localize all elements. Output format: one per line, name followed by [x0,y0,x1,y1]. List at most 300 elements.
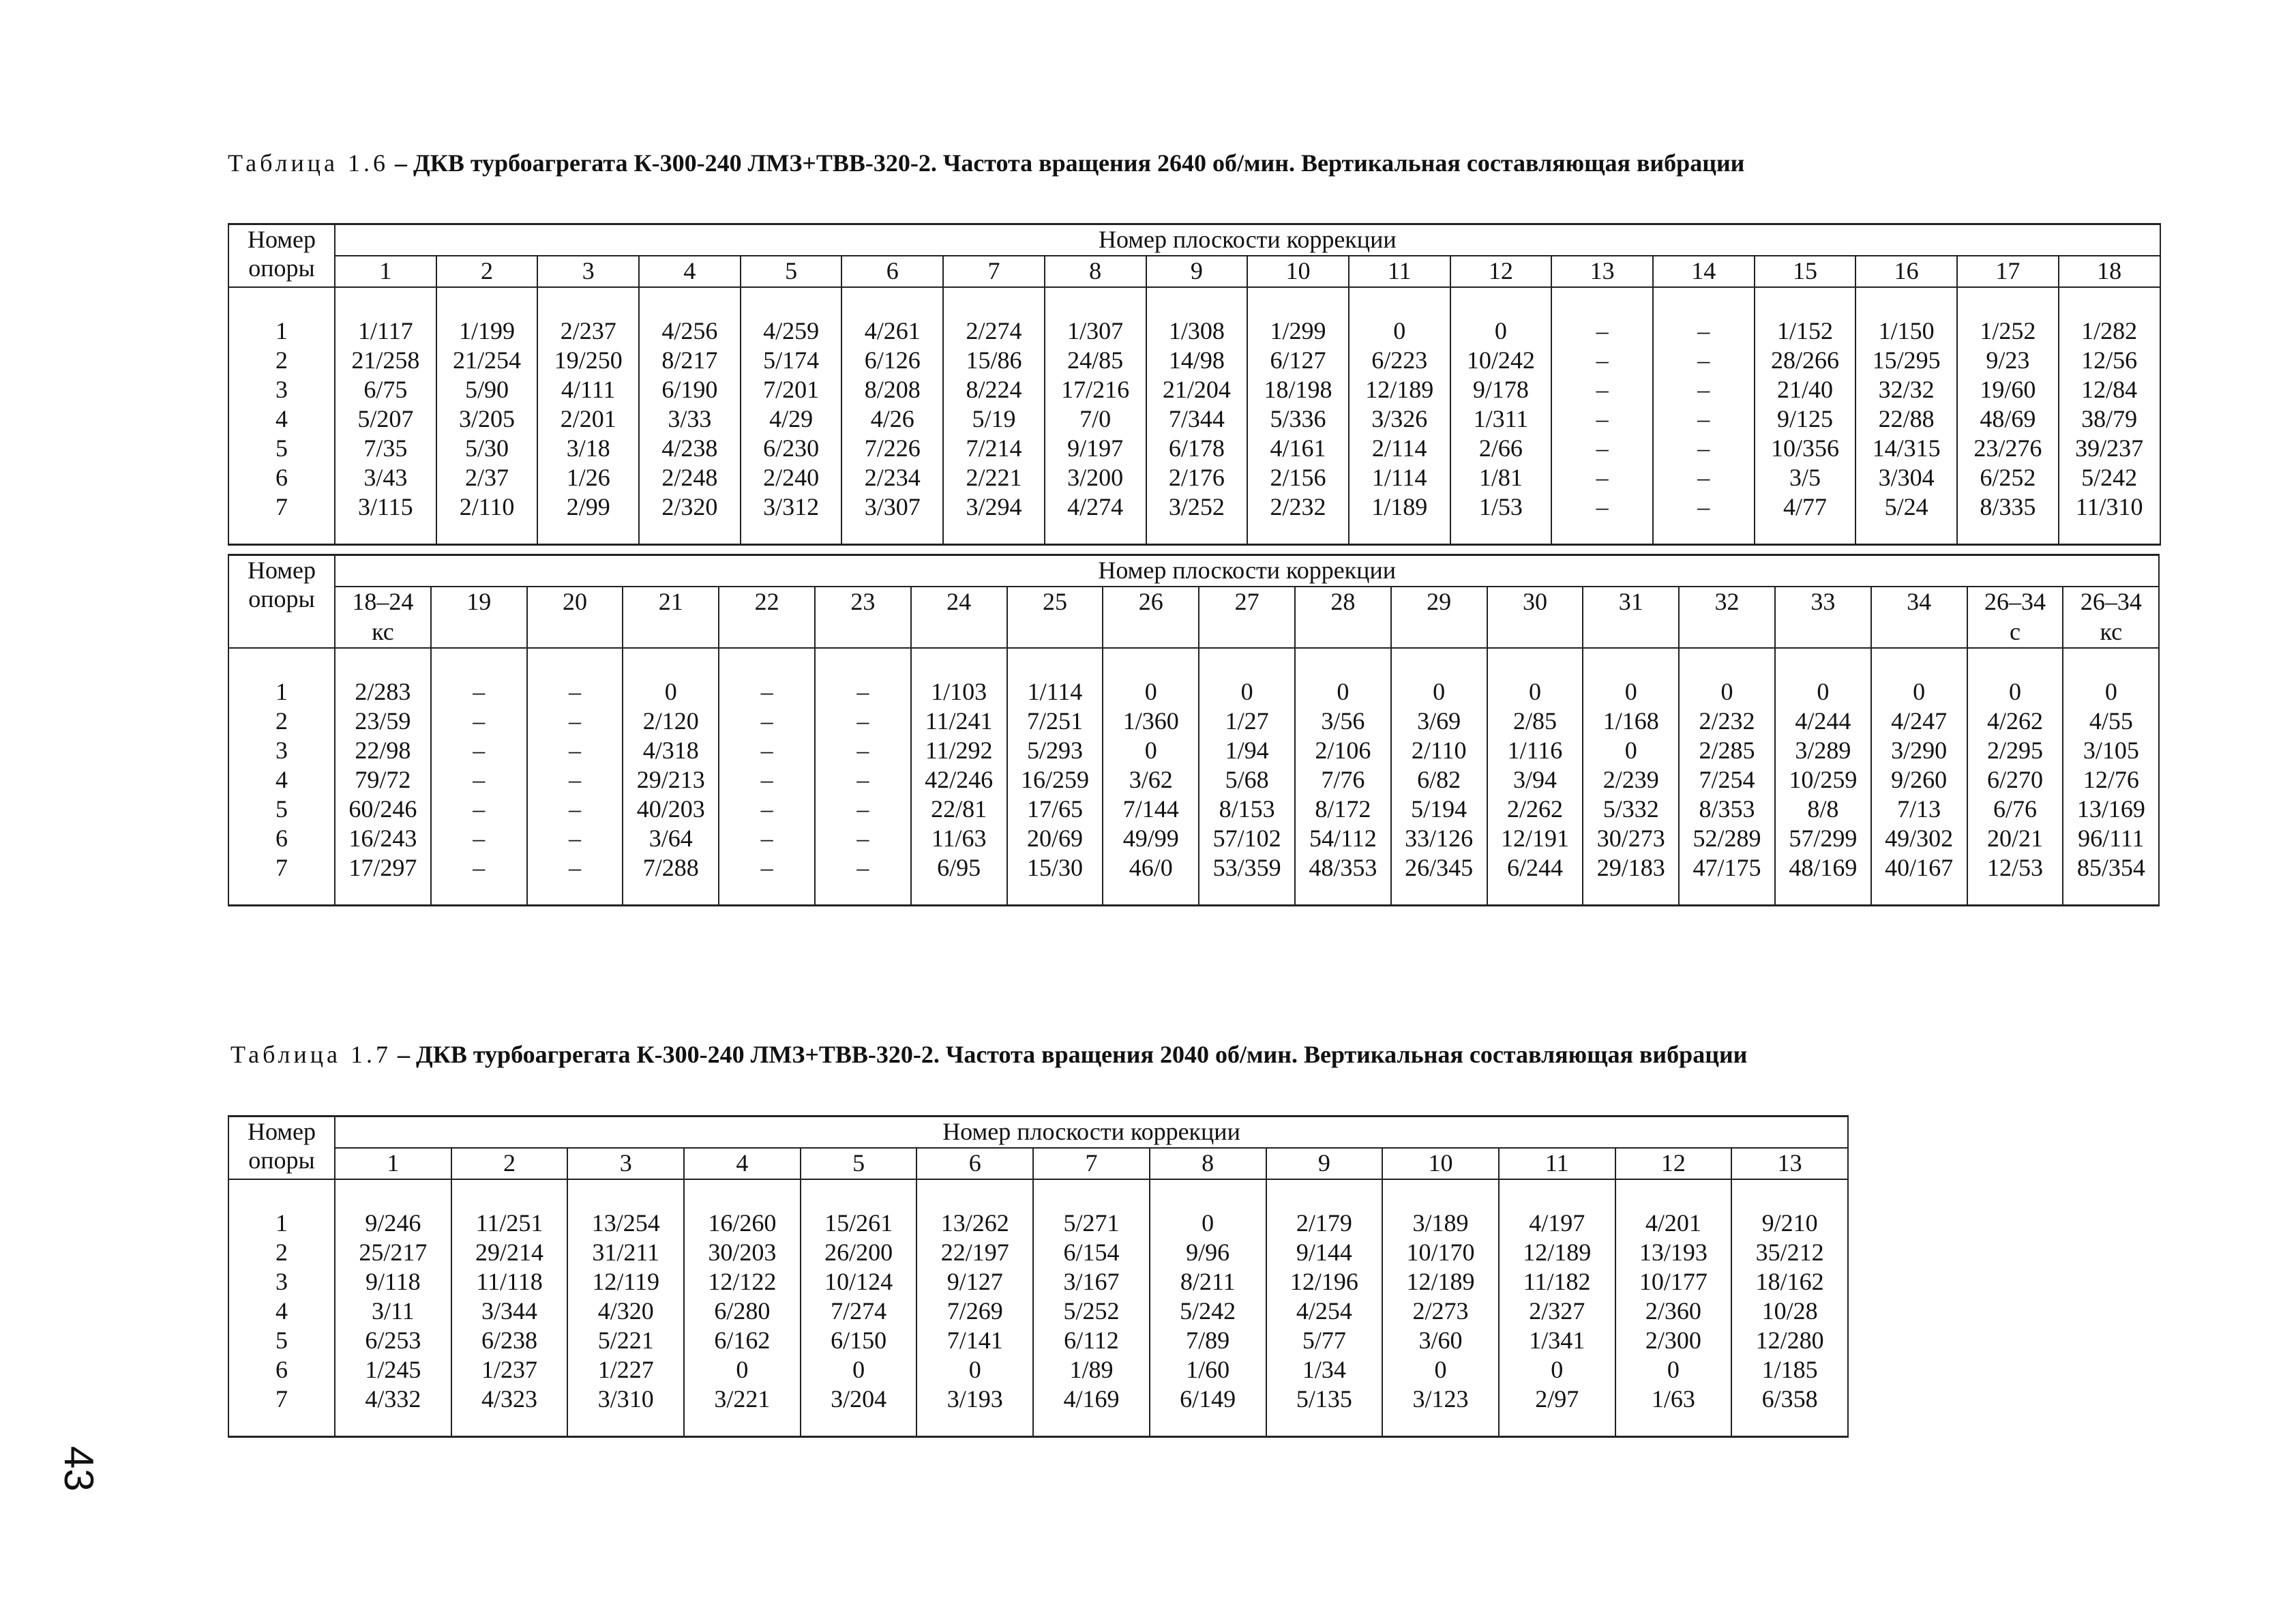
table-cell: 25/217 [335,1238,451,1267]
table-cell: 6/230 [741,434,842,463]
spacer-cell [1679,883,1775,906]
table-cell: 0 [1871,677,1967,707]
table-cell: 5/194 [1391,795,1487,824]
table-cell: 2/201 [537,404,639,434]
column-header: 1 [335,1148,451,1179]
spacer-cell [451,1179,568,1209]
support-number: 3 [228,1267,335,1297]
table-cell: 11/251 [451,1209,568,1238]
table-cell: 3/193 [916,1385,1033,1414]
spacer-cell [943,522,1045,545]
table-cell: 1/26 [537,463,639,492]
column-header: 26–34 [1967,587,2063,617]
column-header: 32 [1679,587,1775,617]
table-cell: 15/261 [801,1209,917,1238]
table-cell: 9/260 [1871,765,1967,795]
table-cell: 40/167 [1871,853,1967,883]
table-cell: – [527,677,623,707]
table-row [228,404,2160,434]
table-cell: 7/254 [1679,765,1775,795]
spacer-cell [1033,1414,1150,1437]
spacer-cell [1551,522,1653,545]
support-number: 1 [228,677,335,707]
column-header: 4 [684,1148,801,1179]
table-cell: – [719,824,815,853]
spacer-cell [1967,883,2063,906]
table-cell: – [527,824,623,853]
spacer-cell [1551,287,1653,316]
column-suffix-row [228,617,2159,648]
spacer-cell [1450,287,1552,316]
table-cell: 13/262 [916,1209,1033,1238]
spacer-cell [1199,883,1295,906]
table-cell: 2/234 [841,463,943,492]
table-cell: 32/32 [1855,375,1957,404]
table-cell: 22/98 [335,736,431,765]
table-cell: 3/304 [1855,463,1957,492]
table-cell: 7/214 [943,434,1045,463]
table-cell: 2/232 [1679,707,1775,736]
table-cell: 7/269 [916,1297,1033,1326]
table-cell: – [1653,346,1755,375]
spacer-cell [1146,522,1248,545]
column-header: 29 [1391,587,1487,617]
table-cell: 1/117 [335,316,436,346]
column-header: 7 [1033,1148,1150,1179]
spacer-cell [1295,883,1391,906]
spacer-cell [2059,287,2160,316]
table-cell: 1/60 [1150,1355,1266,1385]
spacer-cell [815,883,911,906]
table-cell: 30/273 [1583,824,1679,853]
spacer-cell [1045,522,1146,545]
spacer-row [228,883,2159,906]
table-cell: 26/345 [1391,853,1487,883]
table-cell: 6/244 [1487,853,1583,883]
table-cell: 2/285 [1679,736,1775,765]
column-header: 16 [1855,256,1957,287]
table-cell: – [719,707,815,736]
table-cell: 29/213 [623,765,719,795]
table-cell: 2/273 [1382,1297,1499,1326]
table-cell: 1/114 [1349,463,1450,492]
table-cell: 12/189 [1499,1238,1615,1267]
table-row [228,1355,1848,1385]
table-row [228,1209,1848,1238]
table-cell: 4/169 [1033,1385,1150,1414]
spacer-cell [1382,1414,1499,1437]
table-cell: 4/26 [841,404,943,434]
table-cell: 29/214 [451,1238,568,1267]
header-row [228,224,2160,256]
support-number: 5 [228,795,335,824]
table-cell: – [431,824,527,853]
spacer-cell [1487,883,1583,906]
spacer-cell [1266,1179,1383,1209]
column-header: 33 [1775,587,1871,617]
table-cell: 4/256 [639,316,741,346]
table-cell: – [815,677,911,707]
table-cell: 10/242 [1450,346,1552,375]
table-cell: 16/260 [684,1209,801,1238]
table-cell: 24/85 [1045,346,1146,375]
table-cell: 6/178 [1146,434,1248,463]
table-cell: 35/212 [1731,1238,1848,1267]
table-cell: 42/246 [911,765,1007,795]
column-header: 12 [1615,1148,1732,1179]
table-cell: 0 [1295,677,1391,707]
column-header: 6 [916,1148,1033,1179]
spacer-cell [1045,287,1146,316]
table-cell: 4/201 [1615,1209,1732,1238]
support-number: 2 [228,346,335,375]
table-1-6-caption [228,149,1744,177]
table-cell: 21/40 [1755,375,1856,404]
table-row [228,492,2160,522]
table-cell: 6/154 [1033,1238,1150,1267]
table-cell: 13/169 [2063,795,2159,824]
table-cell: 5/90 [436,375,538,404]
table-cell: – [1653,434,1755,463]
table-cell: 0 [916,1355,1033,1385]
column-header: 23 [815,587,911,617]
table-cell: – [719,736,815,765]
spacer-cell [639,287,741,316]
table-cell: 1/152 [1755,316,1856,346]
table-cell: 0 [2063,677,2159,707]
table-cell: 7/141 [916,1326,1033,1355]
table-cell: 6/162 [684,1326,801,1355]
spacer-cell [1103,648,1199,677]
table-cell: 29/183 [1583,853,1679,883]
table-row [228,1297,1848,1326]
table-cell: 16/243 [335,824,431,853]
table-cell: 10/259 [1775,765,1871,795]
spacer-cell [943,287,1045,316]
support-number: 7 [228,853,335,883]
table-cell: 4/262 [1967,707,2063,736]
table-cell: – [719,853,815,883]
support-number: 1 [228,1209,335,1238]
table-cell: 12/196 [1266,1267,1383,1297]
table-cell: 0 [1199,677,1295,707]
table-cell: 9/96 [1150,1238,1266,1267]
column-header: 2 [451,1148,568,1179]
table-cell: 33/126 [1391,824,1487,853]
table-cell: 4/261 [841,316,943,346]
table-cell: 5/135 [1266,1385,1383,1414]
column-header-suffix [1103,617,1199,648]
table-cell: 6/270 [1967,765,2063,795]
table-1-7-title: – ДКВ турбоагрегата К-300-240 ЛМЗ+ТВВ-320-2. Частота вращения 2040 об/мин. Вертикальная составляющая вибрации [391,1041,1748,1068]
spacer-cell [801,1414,917,1437]
table-cell: 7/251 [1007,707,1103,736]
table-cell: 3/33 [639,404,741,434]
table-cell: 1/116 [1487,736,1583,765]
spacer-cell [335,1414,451,1437]
table-cell: 23/59 [335,707,431,736]
spacer-cell [335,1179,451,1209]
table-cell: 10/177 [1615,1267,1732,1297]
table-cell: – [1551,434,1653,463]
table-cell: – [1653,316,1755,346]
support-number: 4 [228,765,335,795]
support-number: 7 [228,492,335,522]
table-cell: 5/174 [741,346,842,375]
column-header-suffix [1391,617,1487,648]
column-header: 8 [1150,1148,1266,1179]
table-cell: – [719,765,815,795]
spacer-cell [911,648,1007,677]
table-cell: 2/239 [1583,765,1679,795]
table-cell: 12/84 [2059,375,2160,404]
table-cell: 18/198 [1247,375,1349,404]
column-header-suffix [1199,617,1295,648]
table-cell: 3/5 [1755,463,1856,492]
spacer-cell [639,522,741,545]
spacer-cell [228,522,335,545]
table-cell: 53/359 [1199,853,1295,883]
column-header: 3 [567,1148,684,1179]
table-cell: 14/315 [1855,434,1957,463]
table-cell: 22/88 [1855,404,1957,434]
table-cell: – [431,736,527,765]
spacer-cell [1957,287,2059,316]
table-cell: 0 [1103,677,1199,707]
table-cell: 6/126 [841,346,943,375]
spacer-cell [567,1179,684,1209]
table-cell: 1/81 [1450,463,1552,492]
spacer-cell [228,1179,335,1209]
table-cell: 0 [1382,1355,1499,1385]
table-cell: 20/69 [1007,824,1103,853]
spacer-cell [1349,522,1450,545]
table-cell: 1/341 [1499,1326,1615,1355]
table-1-7 [228,1115,1849,1438]
table-cell: 9/178 [1450,375,1552,404]
support-number: 1 [228,316,335,346]
table-cell: 96/111 [2063,824,2159,853]
spacer-cell [451,1414,568,1437]
table-cell: – [527,736,623,765]
table-cell: 8/208 [841,375,943,404]
table-cell: 1/252 [1957,316,2059,346]
table-cell: 1/94 [1199,736,1295,765]
table-cell: 48/169 [1775,853,1871,883]
table-cell: 0 [684,1355,801,1385]
table-cell: 15/30 [1007,853,1103,883]
table-cell: 2/248 [639,463,741,492]
spacer-cell [1499,1414,1615,1437]
table-cell: 3/43 [335,463,436,492]
spacer-cell [623,883,719,906]
table-cell: – [527,795,623,824]
table-cell: 85/354 [2063,853,2159,883]
spacer-cell [228,648,335,677]
table-cell: 0 [1775,677,1871,707]
column-header: 18 [2059,256,2160,287]
table-cell: 57/102 [1199,824,1295,853]
table-cell: – [431,707,527,736]
spacer-cell [1295,648,1391,677]
table-cell: 11/118 [451,1267,568,1297]
column-header-suffix [1679,617,1775,648]
table-row [228,1238,1848,1267]
spacer-cell [335,522,436,545]
table-cell: 48/353 [1295,853,1391,883]
spacer-cell [1247,522,1349,545]
table-cell: 3/56 [1295,707,1391,736]
header-support-number: Номер опоры [228,224,335,288]
table-cell: 3/326 [1349,404,1450,434]
spacer-row [228,287,2160,316]
table-cell: 21/204 [1146,375,1248,404]
table-cell: – [815,824,911,853]
table-cell: 1/185 [1731,1355,1848,1385]
table-cell: 0 [1583,736,1679,765]
table-cell: 26/200 [801,1238,917,1267]
support-number: 6 [228,463,335,492]
table-row [228,824,2159,853]
table-cell: – [1653,463,1755,492]
table-cell: 12/189 [1349,375,1450,404]
spacer-cell [916,1414,1033,1437]
table-cell: 0 [1615,1355,1732,1385]
spacer-cell [1349,287,1450,316]
table-cell: 8/153 [1199,795,1295,824]
column-header: 1 [335,256,436,287]
table-cell: 2/327 [1499,1297,1615,1326]
table-cell: 2/156 [1247,463,1349,492]
spacer-cell [1615,1414,1732,1437]
spacer-cell [2063,883,2159,906]
table-cell: 4/323 [451,1385,568,1414]
column-header: 26 [1103,587,1199,617]
table-cell: – [1551,463,1653,492]
table-cell: – [1551,375,1653,404]
spacer-cell [228,883,335,906]
table-cell: 3/344 [451,1297,568,1326]
spacer-row [228,648,2159,677]
spacer-cell [431,648,527,677]
table-row [228,463,2160,492]
spacer-cell [1266,1414,1383,1437]
table-cell: 5/19 [943,404,1045,434]
table-cell: 10/28 [1731,1297,1848,1326]
table-cell: 8/353 [1679,795,1775,824]
table-cell: 4/29 [741,404,842,434]
page-number: 43 [56,1446,102,1492]
table-cell: 7/201 [741,375,842,404]
column-header-suffix [431,617,527,648]
table-cell: 0 [1499,1355,1615,1385]
table-cell: 1/307 [1045,316,1146,346]
table-cell: – [1653,404,1755,434]
table-cell: 13/254 [567,1209,684,1238]
table-cell: 6/112 [1033,1326,1150,1355]
spacer-cell [527,883,623,906]
table-cell: 5/68 [1199,765,1295,795]
table-cell: 6/252 [1957,463,2059,492]
support-number: 4 [228,1297,335,1326]
table-row [228,795,2159,824]
table-cell: 1/189 [1349,492,1450,522]
table-cell: 6/253 [335,1326,451,1355]
table-cell: 13/193 [1615,1238,1732,1267]
table-cell: 5/271 [1033,1209,1150,1238]
table-cell: 1/227 [567,1355,684,1385]
spacer-cell [431,883,527,906]
table-cell: 1/53 [1450,492,1552,522]
table-cell: 1/150 [1855,316,1957,346]
table-cell: 11/292 [911,736,1007,765]
table-cell: 12/119 [567,1267,684,1297]
table-cell: 48/69 [1957,404,2059,434]
table-cell: 5/24 [1855,492,1957,522]
table-cell: 0 [1450,316,1552,346]
table-row [228,1326,1848,1355]
spacer-cell [1382,1179,1499,1209]
table-cell: 12/189 [1382,1267,1499,1297]
table-cell: – [1551,316,1653,346]
table-cell: 6/149 [1150,1385,1266,1414]
table-cell: 3/221 [684,1385,801,1414]
column-header: 15 [1755,256,1856,287]
column-number-row [228,1148,1848,1179]
table-cell: 2/295 [1967,736,2063,765]
table-row [228,346,2160,375]
table-cell: 2/176 [1146,463,1248,492]
table-cell: 3/105 [2063,736,2159,765]
table-cell: – [431,795,527,824]
table-row [228,736,2159,765]
spacer-cell [1007,883,1103,906]
table-cell: 3/289 [1775,736,1871,765]
table-cell: 6/76 [1967,795,2063,824]
table-cell: 1/34 [1266,1355,1383,1385]
table-cell: 0 [1103,736,1199,765]
table-cell: 9/197 [1045,434,1146,463]
column-header: 3 [537,256,639,287]
spacer-cell [1033,1179,1150,1209]
table-cell: 6/223 [1349,346,1450,375]
spacer-cell [1855,522,1957,545]
column-header: 30 [1487,587,1583,617]
table-1-7-caption [230,1040,1747,1069]
table-row [228,1385,1848,1414]
table-cell: 2/283 [335,677,431,707]
column-header: 10 [1382,1148,1499,1179]
column-header-suffix [1487,617,1583,648]
column-header: 31 [1583,587,1679,617]
table-cell: 1/27 [1199,707,1295,736]
table-cell: 5/242 [1150,1297,1266,1326]
table-row [228,1267,1848,1297]
table-cell: 2/114 [1349,434,1450,463]
column-header-suffix: с [1967,617,2063,648]
table-cell: 4/318 [623,736,719,765]
column-header-suffix [527,617,623,648]
column-number-row [228,256,2160,287]
table-cell: 3/60 [1382,1326,1499,1355]
spacer-cell [741,287,842,316]
header-support-number: Номер опоры [228,555,335,649]
column-header-suffix [623,617,719,648]
column-header-suffix [1583,617,1679,648]
table-1-7-label: Таблица 1.7 [230,1041,391,1068]
table-cell: 2/106 [1295,736,1391,765]
table-cell: – [1551,404,1653,434]
